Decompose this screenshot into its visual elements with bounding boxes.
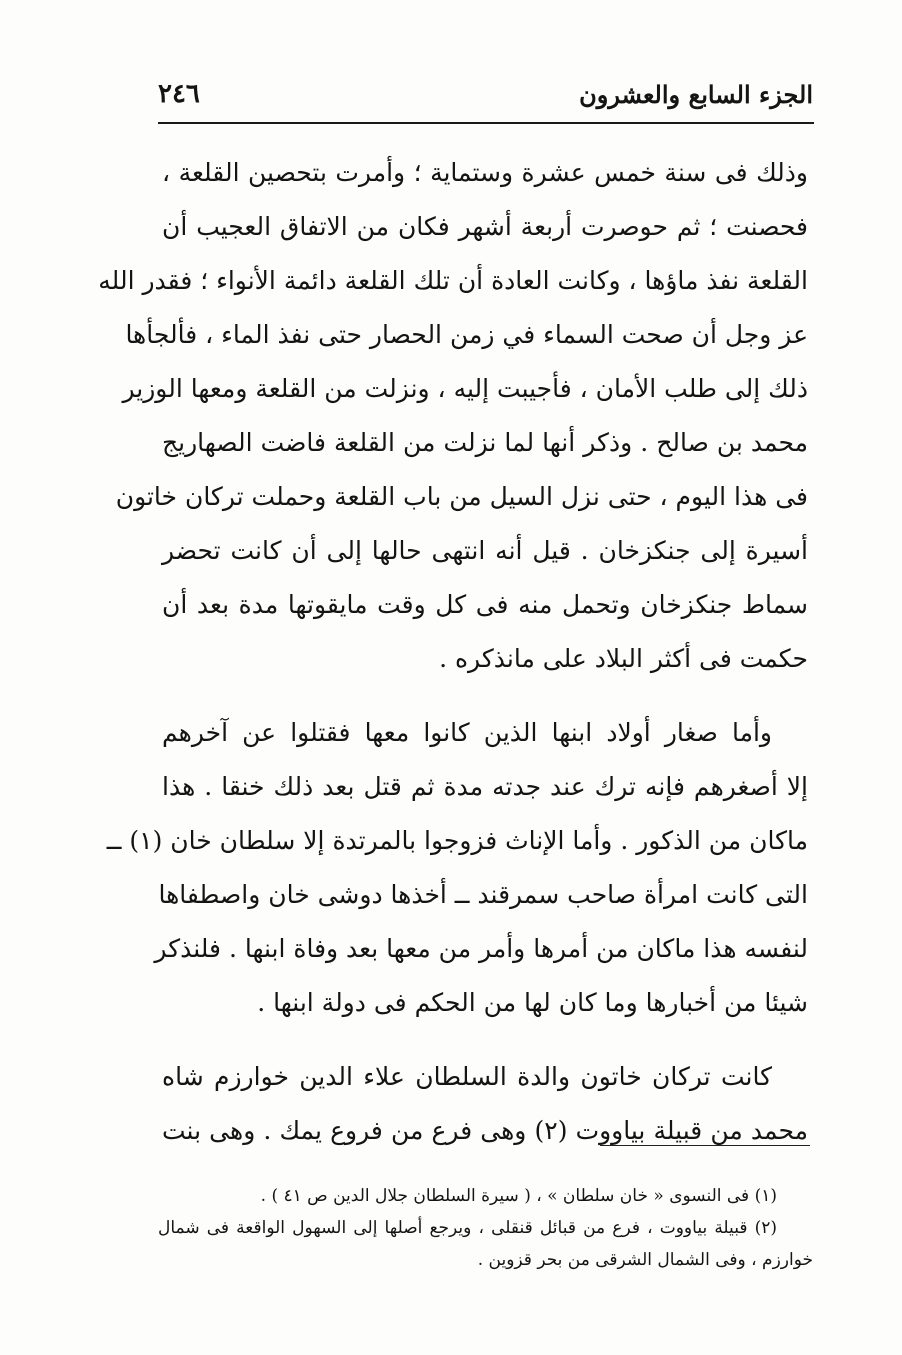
paragraph-3 <box>162 1050 808 1158</box>
text-line: وذلك فى سنة خمس عشرة وستماية ؛ وأمرت بتحصين القلعة ، <box>162 158 808 187</box>
footnote-2: (٢) قبيلة بياووت ، فرع من قبائل قنقلى ، ويرجع أصلها إلى السهول الواقعة فى شمال <box>158 1218 777 1238</box>
text-line: محمد من قبيلة بياووت (٢) وهى فرع من فروع يمك . وهى بنت <box>162 1116 808 1145</box>
paragraph-2 <box>106 706 808 1030</box>
paragraph-1 <box>98 146 808 686</box>
text-line: إلا أصغرهم فإنه ترك عند جدته مدة ثم قتل بعد ذلك خنقا . هذا <box>162 772 808 801</box>
footnote-1: (١) فى النسوى « خان سلطان » ، ( سيرة السلطان جلال الدين ص ٤١ ) . <box>260 1186 777 1206</box>
page-header <box>158 72 813 116</box>
text-line: ذلك إلى طلب الأمان ، فأجيبت إليه ، ونزلت من القلعة ومعها الوزير <box>122 374 808 403</box>
text-line: عز وجل أن صحت السماء في زمن الحصار حتى نفذ الماء ، فألجأها <box>125 320 808 349</box>
text-line: التى كانت امرأة صاحب سمرقند ــ أخذها دوشى خان واصطفاها <box>158 880 808 909</box>
text-line: شيئا من أخبارها وما كان لها من الحكم فى دولة ابنها . <box>257 988 808 1017</box>
text-line: لنفسه هذا ماكان من أمرها وأمر من معها بعد وفاة ابنها . فلنذكر <box>154 934 808 963</box>
footnote-rule <box>600 1145 810 1146</box>
text-line: فحصنت ؛ ثم حوصرت أربعة أشهر فكان من الاتفاق العجيب أن <box>162 212 808 241</box>
header-rule <box>158 122 814 124</box>
footnotes <box>158 1180 813 1276</box>
text-line: فى هذا اليوم ، حتى نزل السيل من باب القلعة وحملت تركان خاتون <box>115 482 808 511</box>
text-line: وأما صغار أولاد ابنها الذين كانوا معها فقتلوا عن آخرهم <box>162 718 772 747</box>
running-title: الجزء السابع والعشرون <box>579 79 813 109</box>
text-line: كانت تركان خاتون والدة السلطان علاء الدين خوارزم شاه <box>162 1062 772 1091</box>
text-line: القلعة نفذ ماؤها ، وكانت العادة أن تلك القلعة دائمة الأنواء ؛ فقدر الله <box>98 266 808 295</box>
main-text <box>98 146 808 1178</box>
text-line: محمد بن صالح . وذكر أنها لما نزلت من القلعة فاضت الصهاريج <box>162 428 808 457</box>
footnote-2-continued: خوارزم ، وفى الشمال الشرقى من بحر قزوين . <box>477 1250 813 1270</box>
text-line: ماكان من الذكور . وأما الإناث فزوجوا بالمرتدة إلا سلطان خان (١) ــ <box>106 826 808 855</box>
text-line: حكمت فى أكثر البلاد على مانذكره . <box>439 644 808 673</box>
text-line: سماط جنكزخان وتحمل منه فى كل وقت مايقوتها مدة بعد أن <box>162 590 808 619</box>
text-line: أسيرة إلى جنكزخان . قيل أنه انتهى حالها إلى أن كانت تحضر <box>162 536 808 565</box>
page-number: ٢٤٦ <box>158 79 200 109</box>
